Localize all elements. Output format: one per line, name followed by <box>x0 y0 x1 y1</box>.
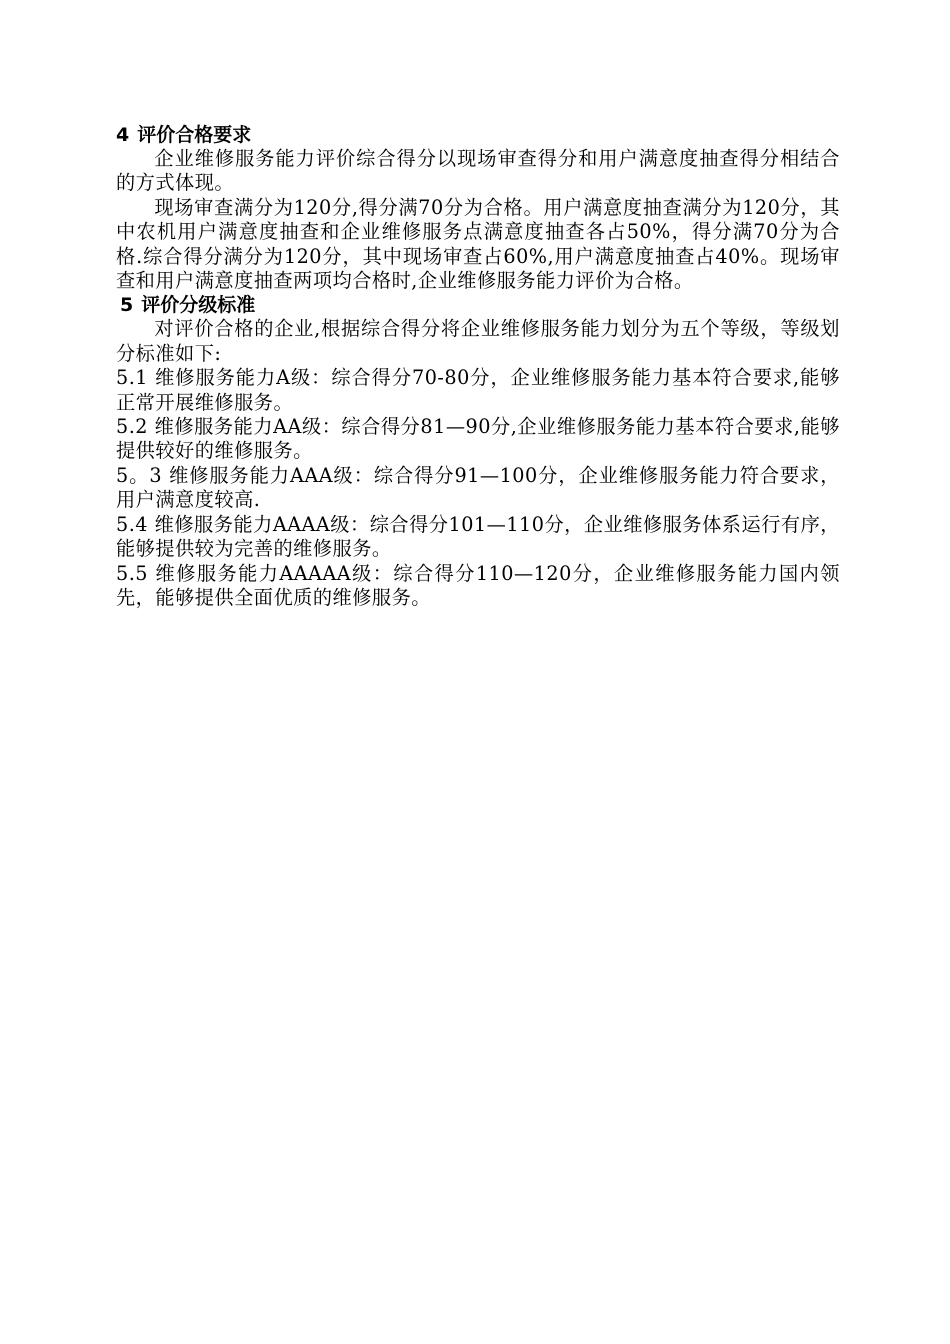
grade-item-aaaa: 5.4 维修服务能力AAAA级：综合得分101—110分，企业维修服务体系运行有序，能够提供较为完善的维修服务。 <box>116 512 840 561</box>
section-5-heading <box>116 293 840 317</box>
section-5-title: 评价分级标准 <box>141 294 256 317</box>
section-4-title: 评价合格要求 <box>137 124 252 146</box>
grade-item-aaaaa: 5.5 维修服务能力AAAAA级：综合得分110—120分，企业维修服务能力国内领先，能够提供全面优质的维修服务。 <box>116 561 840 609</box>
section-5-intro: 对评价合格的企业,根据综合得分将企业维修服务能力划分为五个等级，等级划分标准如下: <box>116 317 840 365</box>
grade-item-a: 5.1 维修服务能力A级：综合得分70-80分，企业维修服务能力基本符合要求,能够正常开展维修服务。 <box>116 366 840 414</box>
grade-item-aa: 5.2 维修服务能力AA级：综合得分81—90分,企业维修服务能力基本符合要求,能够提供较好的维修服务。 <box>116 415 840 463</box>
section-4-paragraph: 企业维修服务能力评价综合得分以现场审查得分和用户满意度抽查得分相结合的方式体现。 <box>116 147 840 195</box>
section-4-number: 4 <box>116 124 130 146</box>
section-5-number: 5 <box>120 294 134 317</box>
grade-item-aaa: 5。3 维修服务能力AAA级：综合得分91—100分，企业维修服务能力符合要求，用户满意度较高. <box>116 463 840 512</box>
section-4-paragraph: 现场审查满分为120分,得分满70分为合格。用户满意度抽查满分为120分，其中农机用户满意度抽查和企业维修服务点满意度抽查各占50%，得分满70分为合格.综合得分满分为120分，其中现场审查占60%,用户满意度抽查占40%。现场审查和用户满意度抽查两项均合格时,企业维修服务能力评价为合格。 <box>116 195 840 293</box>
document-page <box>116 123 840 610</box>
section-4-heading <box>116 123 840 147</box>
